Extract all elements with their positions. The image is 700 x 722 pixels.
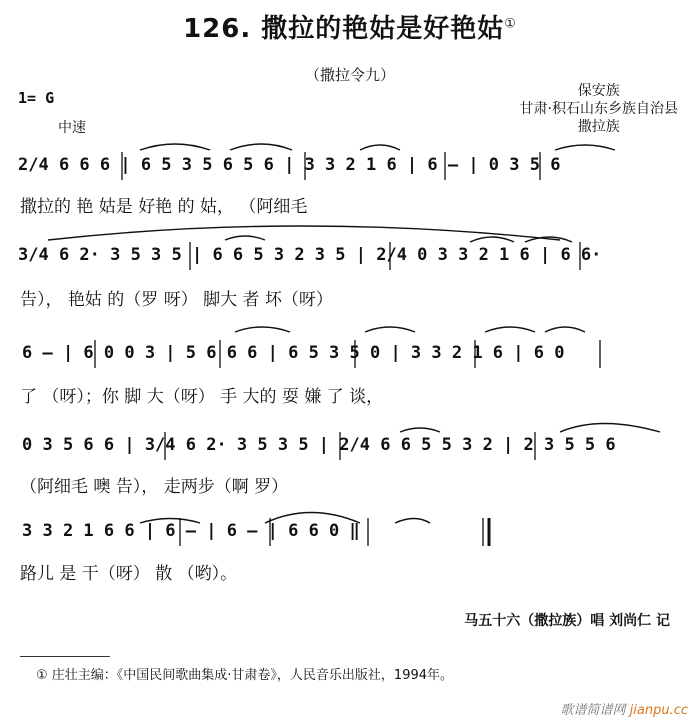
song-title-text: 126. 撒拉的艳姑是好艳姑 [183,14,505,44]
performer-credit: 马五十六（撒拉族）唱 刘尚仁 记 [464,613,670,629]
score-system-1-lyrics: 撒拉的 艳 姑是 好艳 的 姑， （阿细毛 [20,197,308,217]
score-system-5-lyrics: 路儿 是 干（呀） 散 （哟）。 [20,564,238,584]
origin-region: 甘肃·积石山东乡族自治县 [519,101,678,117]
footnote-divider [20,656,110,657]
key-signature: 1= G [18,89,55,107]
watermark-domain: jianpu.cc [629,703,688,718]
tempo-marking: 中速 [58,120,86,136]
score-system-3-lyrics: 了 （呀）；你 脚 大（呀） 手 大的 耍 嫌 了 谈， [20,387,384,407]
score-system-2-notes: 3/4 6 2· 3 5 3 5 | 6 6 5 3 2 3 5 | 2/4 0 3 3 2 1 6 | 6 6· [18,245,602,265]
footnote: ① 庄壮主编：《中国民间歌曲集成·甘肃卷》，人民音乐出版社，1994年。 [36,668,454,683]
watermark-text: 歌谱简谱网 [560,703,626,718]
song-subtitle: （撒拉令九） [304,66,395,84]
score-system-4-notes: 0 3 5 6 6 | 3/4 6 2· 3 5 3 5 | 2/4 6 6 5 5 3 2 | 2 3 5 5 6 [22,435,616,455]
origin-singer-ethnicity: 撒拉族 [577,119,620,135]
score-system-4-lyrics: （阿细毛 噢 告）， 走两步（啊 罗） [20,477,289,497]
watermark [560,699,688,718]
origin-ethnicity: 保安族 [577,83,620,99]
footnote-marker: ① [504,16,517,32]
score-system-1-notes: 2/4 6 6 6 | 6 5 3 5 6 5 6 | 3 3 2 1 6 | 6 — | 0 3 5 6 [18,155,561,175]
score-system-5-notes: 3 3 2 1 6 6 | 6 — | 6 — | 6 6 0 ‖ [22,521,360,541]
score-system-3-notes: 6 — | 6 0 0 3 | 5 6 6 6 | 6 5 3 5 0 | 3 3 2 1 6 | 6 0 [22,343,565,363]
score-system-2-lyrics: 告）， 艳姑 的（罗 呀） 脚大 者 坏（呀） [20,290,333,310]
